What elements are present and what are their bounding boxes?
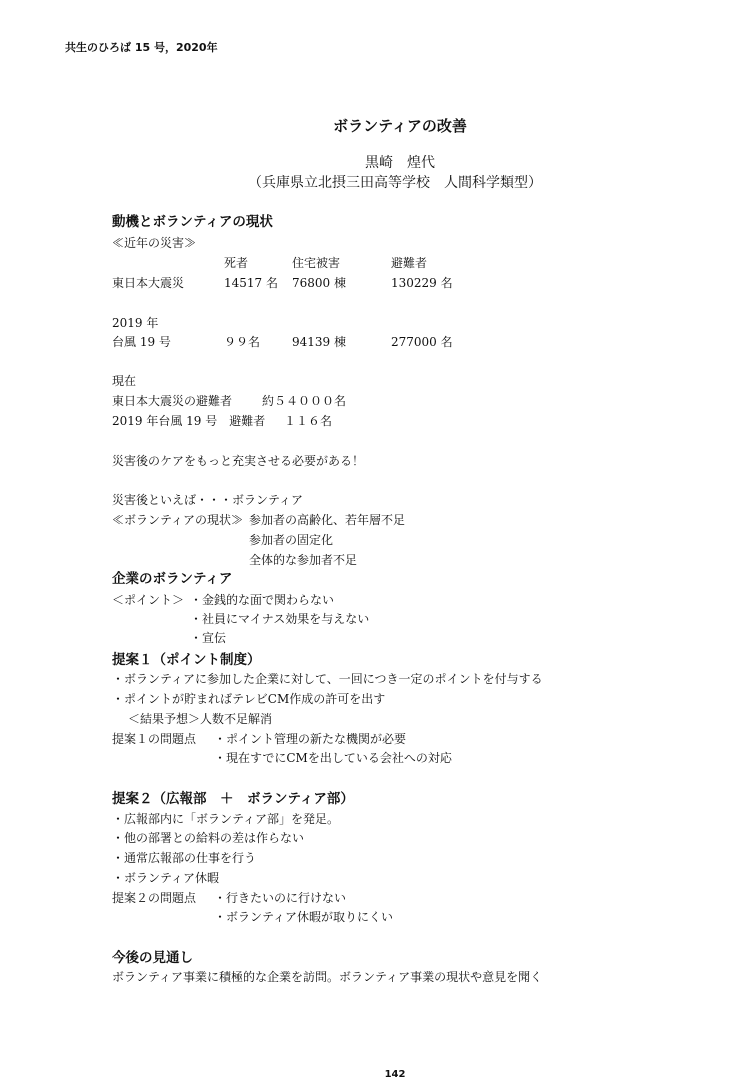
volunteer-status-label: ≪ボランティアの現状≫ <box>112 513 244 527</box>
author-name: 黒崎 煌代 <box>365 155 435 171</box>
table-cell-evacuees: 277000 名 <box>391 335 453 349</box>
current-evacuees-value: 約５４０００名 <box>262 394 347 408</box>
table-header-housing: 住宅被害 <box>292 256 341 270</box>
recent-disasters-label: ≪近年の災害≫ <box>112 236 197 250</box>
proposal-1-item: ・ポイントが貯まればテレビCM作成の許可を出す <box>112 692 386 706</box>
proposal-2-item: ・他の部署との給料の差は作らない <box>112 831 305 845</box>
table-header-evacuees: 避難者 <box>391 256 428 270</box>
proposal-2-issue: ・ボランティア休暇が取りにくい <box>214 910 394 924</box>
need-statement: 災害後のケアをもっと充実させる必要がある！ <box>112 454 365 468</box>
table-cell-deaths: ９９名 <box>224 335 261 349</box>
section-heading-proposal-2: 提案２（広報部 ＋ ボランティア部） <box>112 791 354 807</box>
table-cell-deaths: 14517 名 <box>224 276 278 290</box>
article-title: ボランティアの改善 <box>333 117 467 135</box>
table-cell-housing: 94139 棟 <box>292 335 346 349</box>
proposal-2-item: ・広報部内に「ボランティア部」を発足。 <box>112 812 340 826</box>
proposal-1-issues-label: 提案１の問題点 <box>112 732 197 746</box>
table-row-label: 東日本大震災 <box>112 276 185 290</box>
proposal-1-item: ・ボランティアに参加した企業に対して、一回につき一定のポイントを付与する <box>112 672 543 686</box>
table-cell-housing: 76800 棟 <box>292 276 346 290</box>
section-heading-outlook: 今後の見通し <box>112 950 193 966</box>
author-affiliation: （兵庫県立北摂三田高等学校 人間科学類型） <box>248 175 542 191</box>
table-cell-evacuees: 130229 名 <box>391 276 453 290</box>
volunteer-status-item: 参加者の固定化 <box>249 533 334 547</box>
section-heading-corporate: 企業のボランティア <box>112 571 233 587</box>
volunteer-status-item: 全体的な参加者不足 <box>249 553 358 567</box>
point-item: ・宣伝 <box>190 631 227 645</box>
point-item: ・社員にマイナス効果を与えない <box>190 612 370 626</box>
proposal-2-item: ・通常広報部の仕事を行う <box>112 851 257 865</box>
proposal-2-issue: ・行きたいのに行けない <box>214 891 347 905</box>
proposal-1-result: ＜結果予想＞人数不足解消 <box>128 712 273 726</box>
proposal-1-issue: ・現在すでにCMを出している会社への対応 <box>214 751 452 765</box>
current-label: 現在 <box>112 374 137 388</box>
outlook-text: ボランティア事業に積極的な企業を訪問。ボランティア事業の現状や意見を聞く <box>112 970 543 984</box>
table-row-label: 台風 19 号 <box>112 335 171 349</box>
current-typhoon-value: １１６名 <box>284 414 333 428</box>
volunteer-status-item: 参加者の高齢化、若年層不足 <box>249 513 406 527</box>
current-evacuees-label: 東日本大震災の避難者 <box>112 394 233 408</box>
after-disaster-text: 災害後といえば・・・ボランティア <box>112 493 304 507</box>
proposal-1-issue: ・ポイント管理の新たな機関が必要 <box>214 732 407 746</box>
table-header-deaths: 死者 <box>224 256 249 270</box>
proposal-2-issues-label: 提案２の問題点 <box>112 891 197 905</box>
section-heading-proposal-1: 提案１（ポイント制度） <box>112 652 261 668</box>
section-heading-motivation: 動機とボランティアの現状 <box>112 214 273 230</box>
point-item: ・金銭的な面で関わらない <box>190 593 335 607</box>
point-label: ＜ポイント＞ <box>112 593 185 607</box>
running-header: 共生のひろば 15 号，2020年 <box>65 41 218 54</box>
year-label: 2019 年 <box>112 316 159 330</box>
page-number: 142 <box>384 1069 406 1080</box>
proposal-2-item: ・ボランティア休暇 <box>112 871 220 885</box>
current-typhoon-label: 2019 年台風 19 号 避難者 <box>112 414 266 428</box>
